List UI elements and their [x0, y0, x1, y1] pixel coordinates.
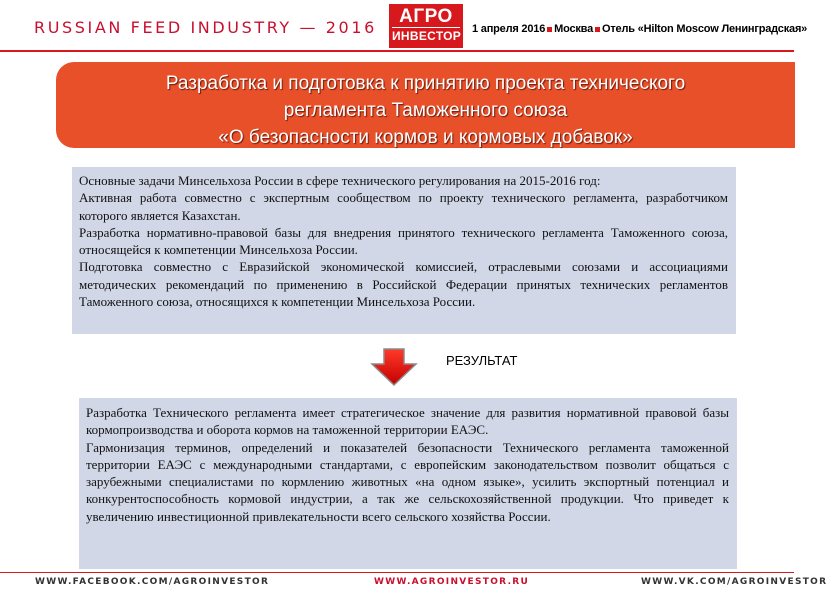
header-divider [0, 50, 794, 52]
result-paragraph: Гармонизация терминов, определений и показателей безопасности Технического регламента таможенной территории ЕАЭС с международными стандартами, с европейским законодательством позволит общаться с зарубежными специалистами по кормлению животных «на одном языке», усилить экспортный потенциал и конкурентоспособность кормовой индустрии, а так же сельскохозяйственной продукции. Что приведет к увеличению инвестиционной привлекательности всего сельского хозяйства России. [86, 439, 729, 524]
agroinvestor-logo [389, 4, 463, 48]
event-city: Москва [554, 23, 594, 35]
tasks-item: Разработка нормативно-правовой базы для внедрения принятого технического регламента Таможенного союза, относящейся к компетенции Минсельхоза России. [79, 224, 728, 258]
result-paragraph: Разработка Технического регламента имеет стратегическое значение для развития нормативной правовой базы кормопроизводства и оборота кормов на таможенной территории ЕАЭС. [86, 405, 729, 438]
logo-line2: ИНВЕСТОР [392, 29, 462, 43]
down-arrow-icon [370, 348, 418, 386]
bullet-square-icon [595, 27, 600, 32]
vk-link[interactable]: WWW.VK.COM/AGROINVESTOR [641, 577, 827, 587]
event-date: 1 апреля 2016 [472, 23, 546, 35]
tasks-item: Активная работа совместно с экспертным сообществом по проекту технического регламента, разработчиком которого является Казахстан. [79, 190, 728, 223]
title-line1: Разработка и подготовка к принятию проекта технического [165, 73, 686, 94]
result-panel [79, 398, 737, 569]
tasks-item: Подготовка совместно с Евразийской экономической комиссией, отраслевыми союзами и ассоциациями методических рекомендаций по применению в Российской Федерации принятых технических регламентов Таможенного союза, относящихся к компетенции Минсельхоза России. [79, 259, 728, 310]
website-link[interactable]: WWW.AGROINVESTOR.RU [374, 577, 530, 587]
event-info [472, 23, 807, 35]
slide-title [56, 62, 795, 148]
brand-title: RUSSIAN FEED INDUSTRY — 2016 [34, 18, 377, 37]
footer-divider [0, 572, 794, 573]
title-line2: регламента Таможенного союза [283, 100, 568, 121]
logo-line1: АГРО [399, 6, 453, 27]
tasks-panel [72, 167, 736, 334]
header [0, 0, 808, 56]
event-venue: Отель «Hilton Moscow Ленинградская» [602, 23, 808, 35]
result-label: РЕЗУЛЬТАТ [446, 353, 518, 368]
tasks-heading: Основные задачи Минсельхоза России в сфере технического регулирования на 2015-2016 год: [79, 173, 601, 188]
facebook-link[interactable]: WWW.FACEBOOK.COM/AGROINVESTOR [35, 577, 270, 587]
bullet-square-icon [547, 27, 552, 32]
title-line3: «О безопасности кормов и кормовых добавок» [218, 127, 633, 148]
